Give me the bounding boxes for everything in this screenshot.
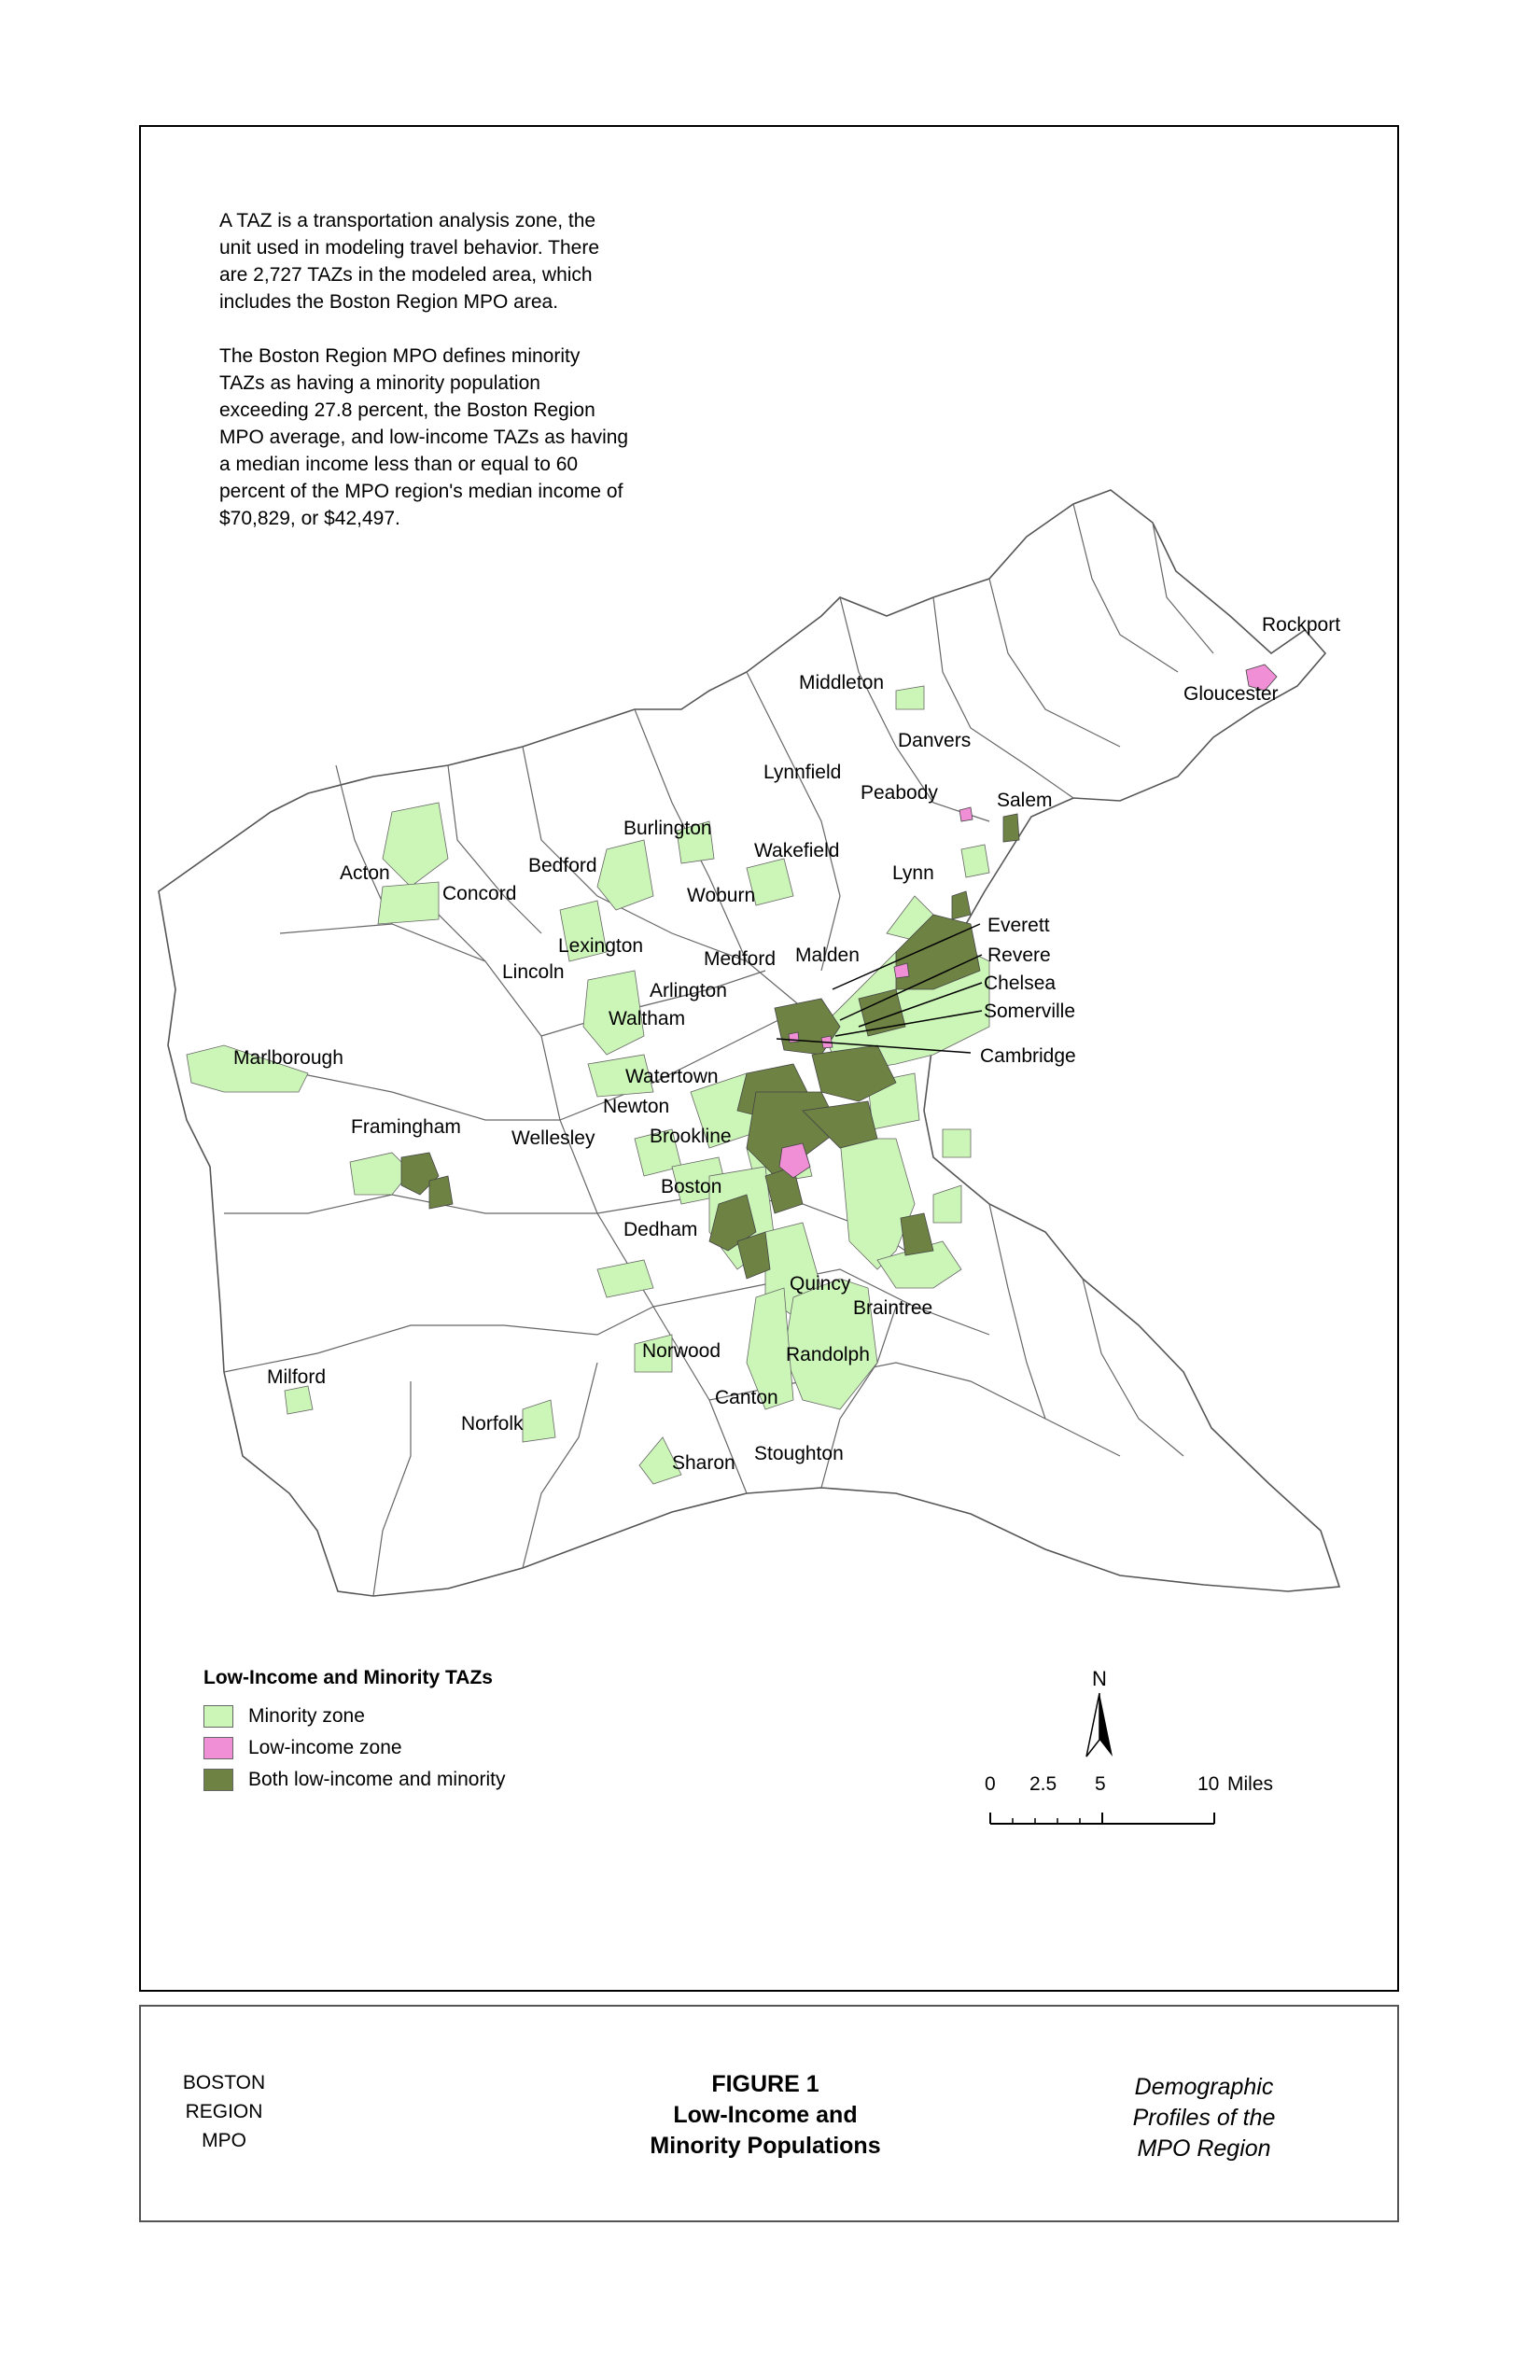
intro-paragraph-definitions: The Boston Region MPO defines minority TAZs as having a minority population exceeding 27.8 percent, the Boston Region MPO average, and low-income TAZs as having a median income less than or equal to 60 percent of the MPO region's median income of $70,829, or $42,497.	[219, 345, 629, 529]
organization-name	[177, 2068, 271, 2155]
town-label: Boston	[661, 1176, 722, 1197]
town-label: Everett	[987, 915, 1050, 936]
north-arrow	[1083, 1667, 1116, 1763]
north-arrow-icon	[1083, 1691, 1116, 1758]
report-title	[1073, 2072, 1335, 2164]
town-label: Canton	[715, 1387, 778, 1408]
report-title-line: Profiles of the	[1132, 2105, 1276, 2131]
legend-label: Both low-income and minority	[248, 1769, 506, 1790]
town-label: Randolph	[786, 1344, 870, 1365]
legend-swatch-low-income	[203, 1737, 233, 1759]
town-label: Watertown	[625, 1066, 719, 1087]
town-label: Sharon	[672, 1452, 735, 1474]
scale-bar	[985, 1773, 1283, 1839]
town-label: Bedford	[528, 855, 597, 876]
town-label: Wakefield	[754, 840, 840, 861]
town-label: Braintree	[853, 1297, 933, 1319]
town-label: Concord	[442, 883, 517, 904]
town-label: Stoughton	[754, 1443, 844, 1464]
town-label: Woburn	[687, 885, 756, 906]
town-label: Marlborough	[233, 1047, 343, 1069]
town-label: Cambridge	[980, 1045, 1076, 1067]
town-label: Salem	[997, 790, 1053, 811]
legend-title: Low-Income and Minority TAZs	[203, 1667, 493, 1688]
legend-label: Minority zone	[248, 1705, 365, 1727]
town-label: Norwood	[642, 1340, 721, 1362]
intro-paragraph-taz: A TAZ is a transportation analysis zone, the unit used in modeling travel behavior. There are 2,727 TAZs in the modeled area, which includes the Boston Region MPO area.	[219, 210, 600, 313]
region-outline	[159, 490, 1339, 1596]
town-label: Lynn	[892, 862, 934, 884]
town-label: Framingham	[351, 1116, 461, 1138]
town-label: Wellesley	[511, 1127, 595, 1149]
org-line: MPO	[202, 2130, 246, 2151]
report-title-line: MPO Region	[1137, 2135, 1271, 2162]
legend-item-both	[203, 1764, 505, 1796]
town-label: Revere	[987, 945, 1051, 966]
town-label: Dedham	[623, 1219, 698, 1240]
scale-bar-graphic	[985, 1799, 1283, 1837]
scale-tick-label: 5	[1095, 1773, 1106, 1795]
figure-caption	[579, 2069, 952, 2162]
town-label: Malden	[795, 945, 860, 966]
town-label: Quincy	[790, 1273, 851, 1295]
town-label: Acton	[340, 862, 390, 884]
scale-tick-label: 10	[1197, 1773, 1220, 1795]
town-label: Brookline	[650, 1126, 732, 1147]
town-label: Waltham	[609, 1008, 686, 1029]
town-label: Gloucester	[1183, 683, 1279, 705]
town-label: Somerville	[984, 1001, 1076, 1022]
figure-label: FIGURE 1	[711, 2071, 819, 2097]
town-label: Peabody	[861, 782, 938, 804]
town-label: Middleton	[799, 672, 885, 693]
town-label: Lexington	[558, 935, 644, 957]
legend-label: Low-income zone	[248, 1737, 402, 1758]
report-title-line: Demographic	[1134, 2074, 1274, 2100]
figure-title-line: Low-Income and	[673, 2102, 858, 2128]
org-line: REGION	[185, 2101, 263, 2122]
north-letter: N	[1092, 1667, 1107, 1690]
town-label: Medford	[704, 948, 777, 970]
figure-title-line: Minority Populations	[650, 2133, 881, 2159]
scale-unit: Miles	[1227, 1773, 1274, 1795]
town-label: Newton	[603, 1096, 670, 1117]
town-label: Norfolk	[461, 1413, 524, 1435]
legend-swatch-minority	[203, 1705, 233, 1728]
town-label: Lynnfield	[763, 762, 842, 783]
scale-tick-label: 0	[985, 1773, 996, 1795]
town-label: Rockport	[1262, 614, 1341, 636]
town-label: Burlington	[623, 818, 712, 839]
town-label: Chelsea	[984, 973, 1057, 994]
town-label: Milford	[267, 1366, 327, 1388]
map-legend	[203, 1667, 505, 1796]
legend-swatch-both	[203, 1769, 233, 1791]
town-label: Lincoln	[502, 961, 565, 983]
org-line: BOSTON	[182, 2072, 266, 2093]
legend-item-low-income	[203, 1732, 505, 1764]
town-label: Danvers	[898, 730, 972, 751]
legend-item-minority	[203, 1701, 505, 1732]
scale-tick-label: 2.5	[1029, 1773, 1057, 1795]
town-label: Arlington	[650, 980, 727, 1001]
